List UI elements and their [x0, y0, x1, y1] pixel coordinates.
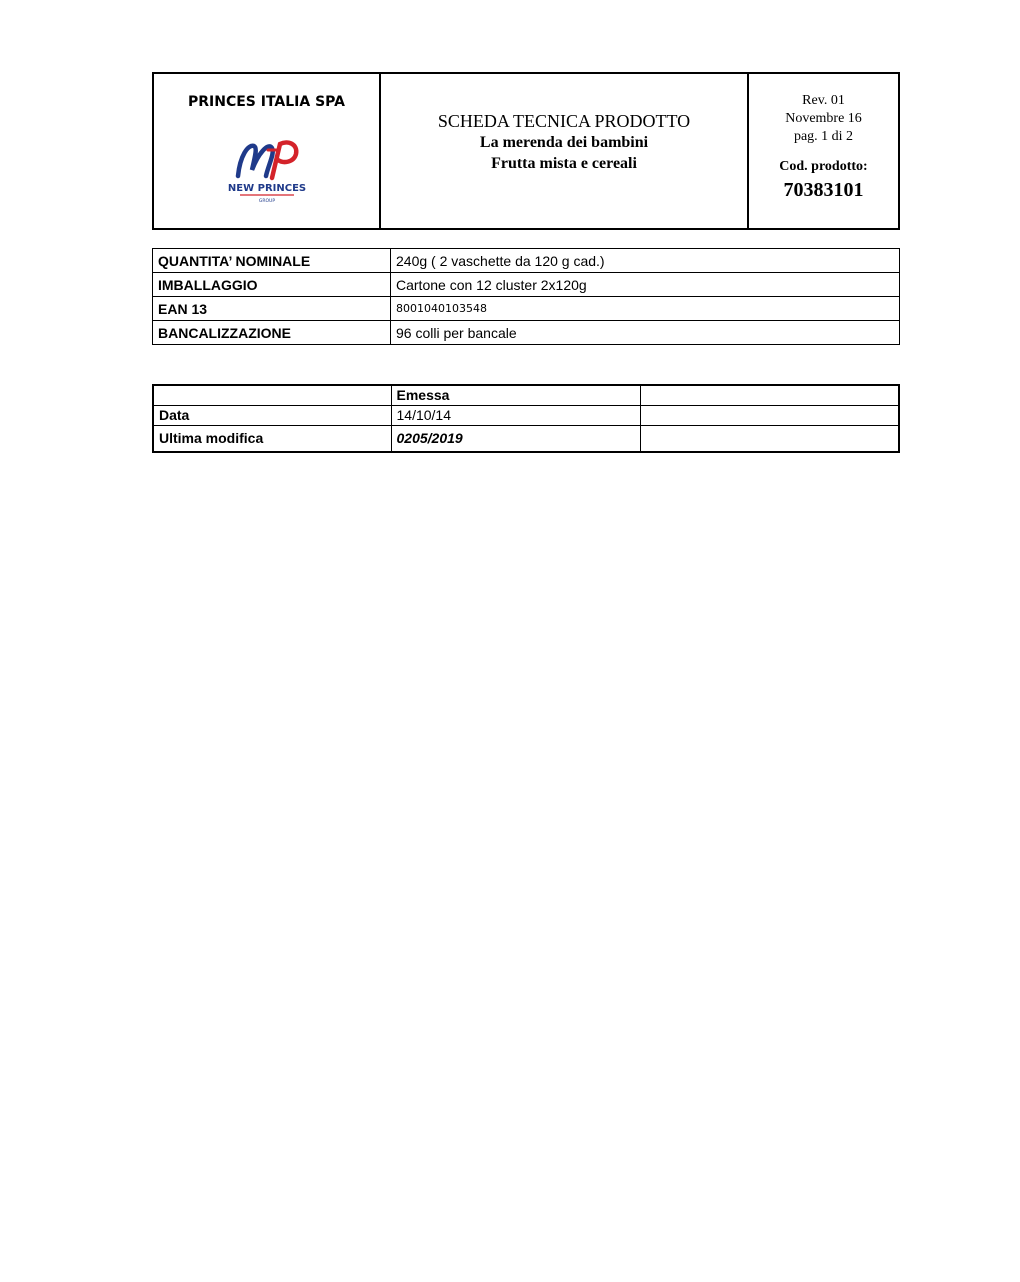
- spec-value: 8001040103548: [391, 297, 900, 321]
- revision-date: Novembre 16: [785, 111, 862, 126]
- table-row: [153, 405, 899, 425]
- svg-text:GROUP: GROUP: [258, 199, 276, 204]
- product-code-label: Cod. prodotto:: [779, 159, 868, 174]
- company-name: PRINCES ITALIA SPA: [187, 94, 345, 110]
- title-cell: [381, 74, 749, 228]
- revision-info-cell: [749, 74, 898, 228]
- spec-label: EAN 13: [153, 297, 391, 321]
- revision-number: Rev. 01: [802, 93, 845, 108]
- table-row: [153, 273, 900, 297]
- revision-table: [152, 384, 900, 453]
- empty-cell: [640, 405, 899, 425]
- table-row: [153, 249, 900, 273]
- company-cell: [154, 74, 381, 228]
- product-name-line-2: Frutta mista e cereali: [491, 154, 637, 172]
- new-princes-logo: [227, 136, 307, 204]
- svg-text:NEW PRINCES: NEW PRINCES: [227, 183, 307, 194]
- product-code-value: 70383101: [783, 179, 864, 201]
- spec-label: BANCALIZZAZIONE: [153, 321, 391, 345]
- row-label: Data: [153, 405, 391, 425]
- document-header: [152, 72, 900, 230]
- table-row: [153, 385, 899, 405]
- spec-label: IMBALLAGGIO: [153, 273, 391, 297]
- product-name-line-1: La merenda dei bambini: [479, 133, 649, 151]
- empty-cell: [640, 385, 899, 405]
- empty-cell: [640, 425, 899, 452]
- row-label: Ultima modifica: [153, 425, 391, 452]
- spec-value: Cartone con 12 cluster 2x120g: [391, 273, 900, 297]
- table-row: [153, 297, 900, 321]
- spec-value: 240g ( 2 vaschette da 120 g cad.): [391, 249, 900, 273]
- document-title: SCHEDA TECNICA PRODOTTO: [437, 110, 691, 131]
- spec-label: QUANTITA’ NOMINALE: [153, 249, 391, 273]
- page-number: pag. 1 di 2: [793, 129, 854, 144]
- empty-cell: [153, 385, 391, 405]
- specs-table: [152, 248, 900, 345]
- column-header-emessa: Emessa: [391, 385, 640, 405]
- table-row: [153, 321, 900, 345]
- table-row: [153, 425, 899, 452]
- row-value: 0205/2019: [391, 425, 640, 452]
- row-value: 14/10/14: [391, 405, 640, 425]
- spec-value: 96 colli per bancale: [391, 321, 900, 345]
